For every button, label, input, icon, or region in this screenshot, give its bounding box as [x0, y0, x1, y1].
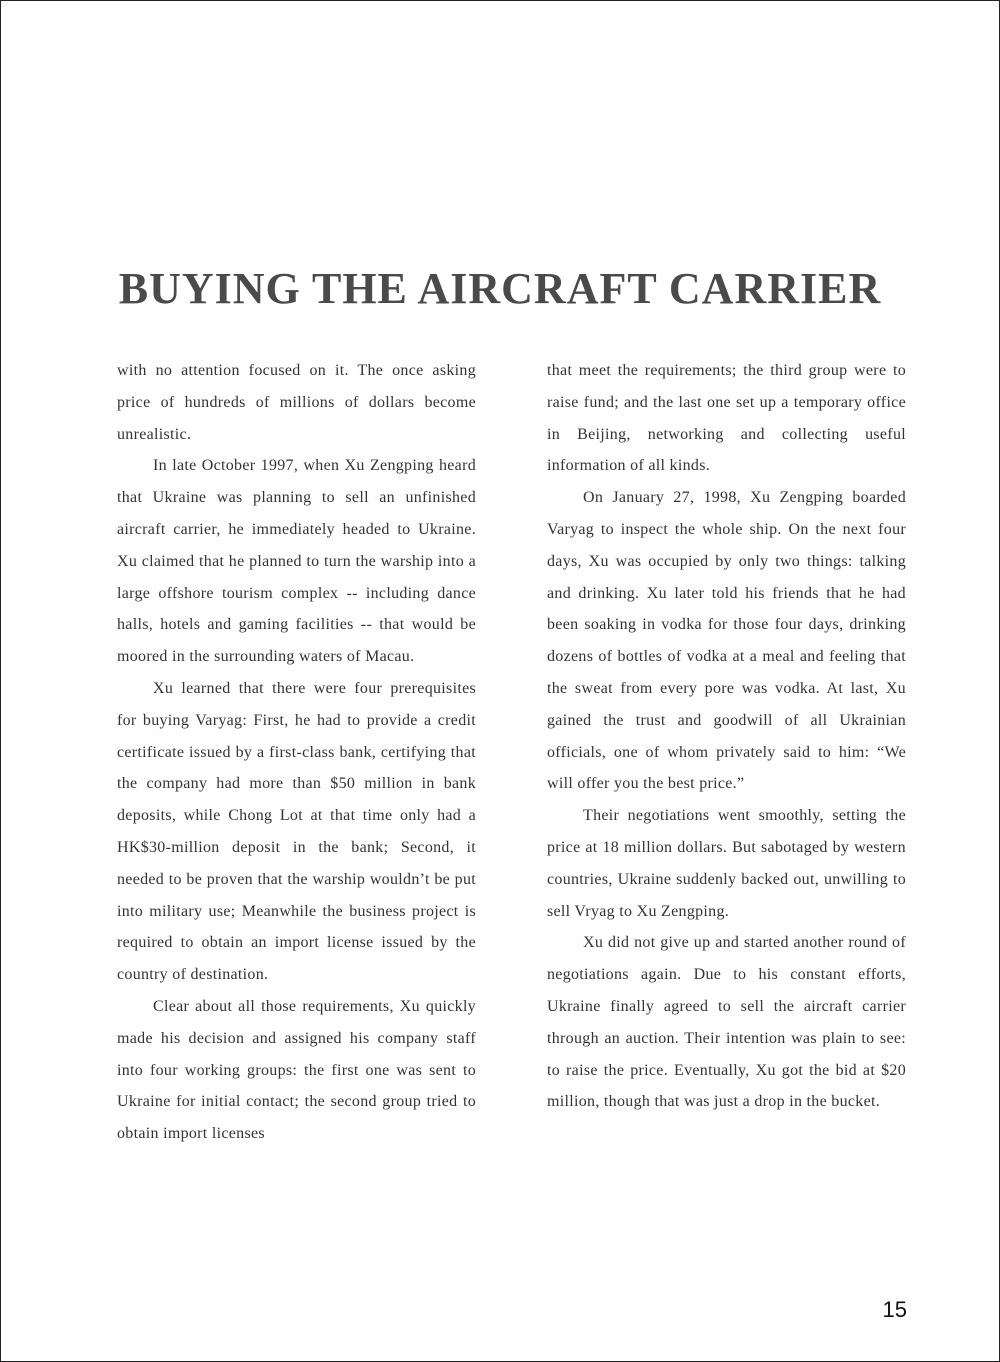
paragraph: In late October 1997, when Xu Zengping heard that Ukraine was planning to sell an unfinished aircraft carrier, he immediately headed to Ukraine. Xu claimed that he planned to turn the warship into a large offshore tourism complex -- including dance halls, hotels and gaming facilities -- that would be moored in the surrounding waters of Macau. — [117, 457, 476, 666]
page-title: BUYING THE AIRCRAFT CARRIER — [118, 264, 882, 313]
paragraph: Xu did not give up and started another round of negotiations again. Due to his constant efforts, Ukraine finally agreed to sell the aircraft carrier through an auction. Their intention was plain to see: to raise the price. Eventually, Xu got the bid at $20 million, though that was just a drop in the bucket. — [547, 934, 906, 1111]
paragraph: Xu learned that there were four prerequisites for buying Varyag: First, he had to provide a credit certificate issued by a first-class bank, certifying that the company had more than $50 million in bank deposits, while Chong Lot at that time only had a HK$30-million deposit in the bank; Second, it needed to be proven that the warship wouldn’t be put into military use; Meanwhile the business project is required to obtain an import license issued by the country of destination. — [117, 679, 476, 984]
paragraph: that meet the requirements; the third group were to raise fund; and the last one set up a temporary office in Beijing, networking and collecting useful information of all kinds. — [547, 362, 906, 475]
paragraph: On January 27, 1998, Xu Zengping boarded Varyag to inspect the whole ship. On the next four days, Xu was occupied by only two things: talking and drinking. Xu later told his friends that he had been soaking in vodka for those four days, drinking dozens of bottles of vodka at a meal and feeling that the sweat from every pore was vodka. At last, Xu gained the trust and goodwill of all Ukrainian officials, one of whom privately said to him: “We will offer you the best price.” — [547, 489, 906, 793]
right-column — [547, 355, 906, 1118]
paragraph: with no attention focused on it. The once asking price of hundreds of millions of dollars become unrealistic. — [117, 362, 476, 443]
page-number: 15 — [882, 1297, 907, 1322]
paragraph: Clear about all those requirements, Xu quickly made his decision and assigned his company staff into four working groups: the first one was sent to Ukraine for initial contact; the second group tried to obtain import licenses — [117, 997, 476, 1143]
paragraph: Their negotiations went smoothly, setting the price at 18 million dollars. But sabotaged by western countries, Ukraine suddenly backed out, unwilling to sell Vryag to Xu Zengping. — [547, 807, 906, 920]
left-column — [117, 355, 476, 1150]
